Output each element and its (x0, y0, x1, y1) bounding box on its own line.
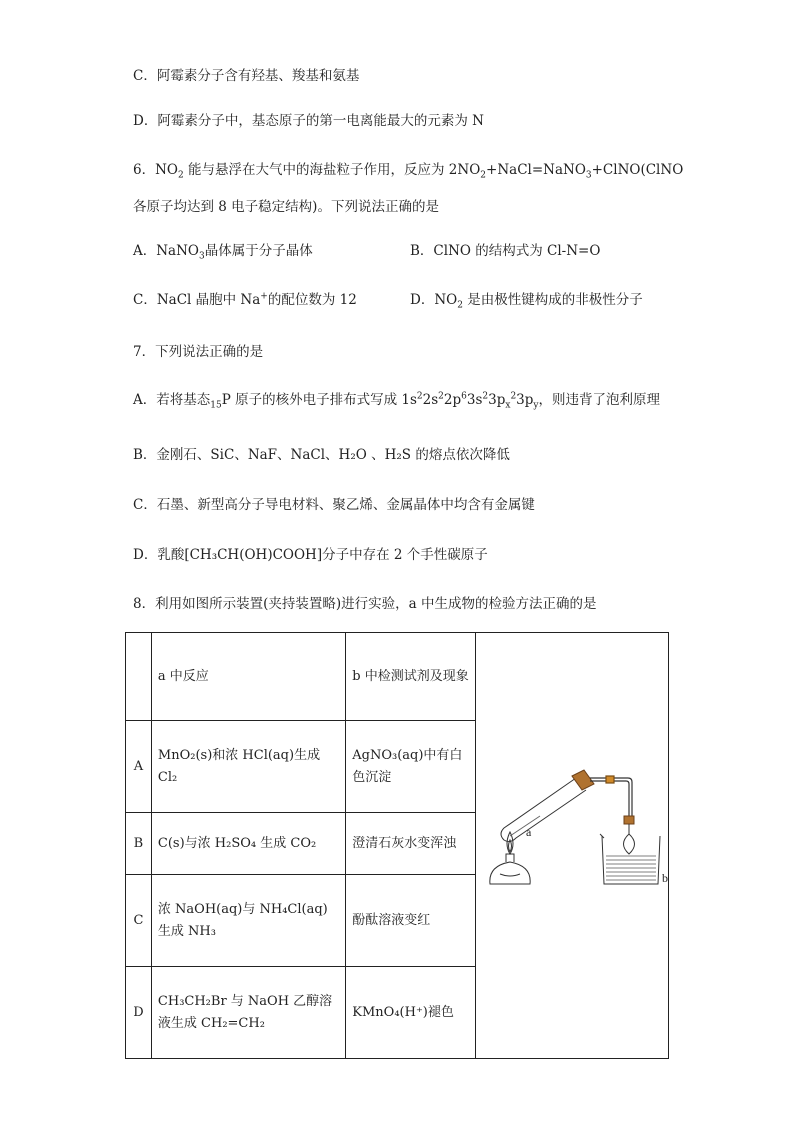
row-label: B (126, 813, 152, 875)
row-detect: KMnO₄(H⁺)褪色 (346, 967, 476, 1059)
q6-stem-line2: 各原子均达到 8 电子稳定结构)。下列说法正确的是 (133, 199, 439, 215)
row-detect: 酚酞溶液变红 (346, 875, 476, 967)
table-header-row (126, 633, 669, 721)
table-header-reaction: a 中反应 (151, 633, 345, 721)
test-tube-icon (501, 770, 594, 842)
q6-option-b: B．ClNO 的结构式为 Cl-N=O (410, 243, 601, 259)
row-label: A (126, 721, 152, 813)
apparatus-diagram (480, 756, 670, 906)
q6-option-a: A．NaNO$_3$晶体属于分子晶体 (133, 243, 313, 262)
q5-option-d: D．阿霉素分子中，基态原子的第一电离能最大的元素为 N (133, 113, 484, 129)
table-header-detect: b 中检测试剂及现象 (346, 633, 476, 721)
row-reaction: MnO₂(s)和浓 HCl(aq)生成 Cl₂ (151, 721, 345, 813)
q6-option-d: D．$NO_2$ 是由极性键构成的非极性分子 (410, 292, 643, 311)
row-reaction: CH₃CH₂Br 与 NaOH 乙醇溶液生成 CH₂=CH₂ (151, 967, 345, 1059)
q7-stem: 7．下列说法正确的是 (133, 344, 264, 360)
label-a: a (526, 825, 532, 839)
q7-option-a: A．若将基态$_{15}$P 原子的核外电子排布式写成 $1s^22s^22p^63s^23p_x^23p_y$，则违背了泡利原理 (133, 391, 660, 411)
table-header-blank (126, 633, 152, 721)
beaker-icon (600, 816, 660, 884)
alcohol-lamp-icon (490, 832, 530, 884)
q7-option-d: D．乳酸[CH₃CH(OH)COOH]分子中存在 2 个手性碳原子 (133, 547, 488, 563)
row-reaction: C(s)与浓 H₂SO₄ 生成 CO₂ (151, 813, 345, 875)
q6-option-c: C．NaCl 晶胞中 Na+的配位数为 12 (133, 291, 357, 308)
row-label: C (126, 875, 152, 967)
label-b: b (662, 871, 668, 885)
row-detect: AgNO₃(aq)中有白色沉淀 (346, 721, 476, 813)
delivery-tube-icon (590, 776, 632, 816)
q5-option-c: C．阿霉素分子含有羟基、羧基和氨基 (133, 68, 360, 84)
row-reaction: 浓 NaOH(aq)与 NH₄Cl(aq)生成 NH₃ (151, 875, 345, 967)
q7-option-b: B．金刚石、SiC、NaF、NaCl、H₂O 、H₂S 的熔点依次降低 (133, 447, 510, 463)
q6-stem-line1: 6．$NO_2$ 能与悬浮在大气中的海盐粒子作用，反应为 $2NO_2+NaCl=NaNO_3+ClNO(ClNO$ (133, 162, 684, 181)
row-label: D (126, 967, 152, 1059)
q8-stem: 8．利用如图所示装置(夹持装置略)进行实验，a 中生成物的检验方法正确的是 (133, 596, 597, 612)
row-detect: 澄清石灰水变浑浊 (346, 813, 476, 875)
q7-option-c: C．石墨、新型高分子导电材料、聚乙烯、金属晶体中均含有金属键 (133, 497, 535, 513)
